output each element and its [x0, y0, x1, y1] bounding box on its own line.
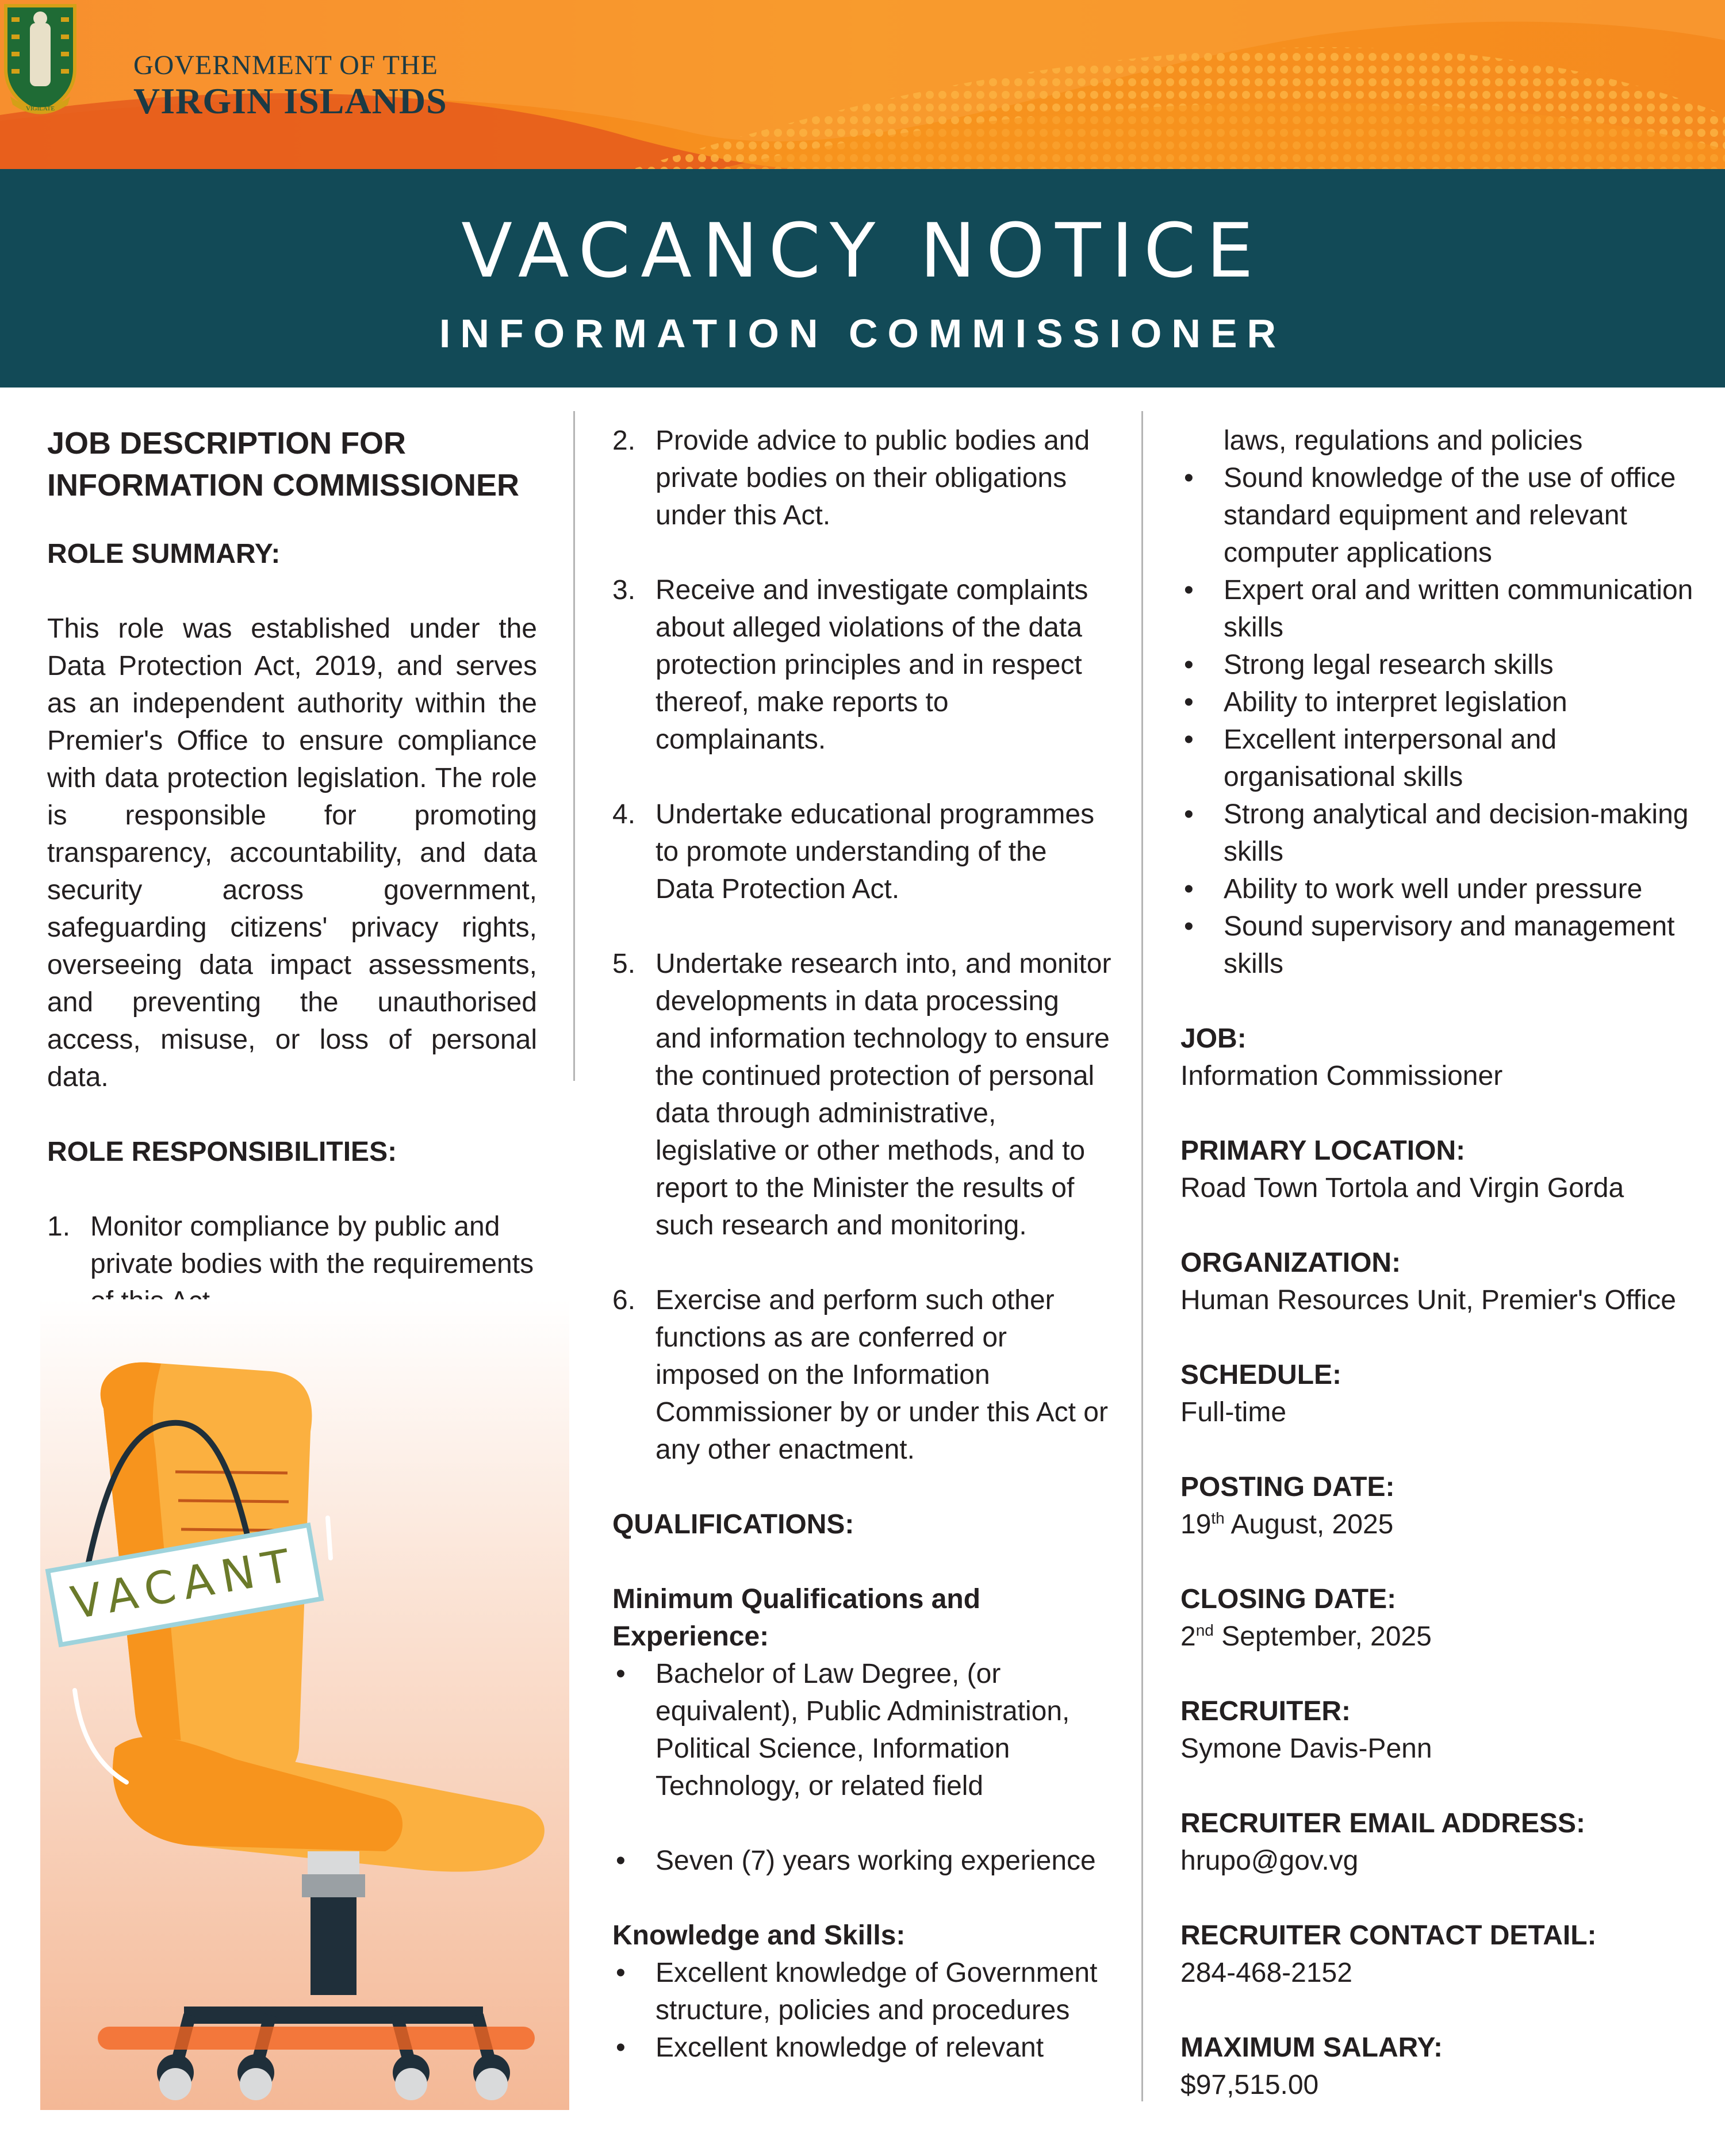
qualifications-heading: QUALIFICATIONS:: [612, 1509, 854, 1540]
skill-item-continued: [1180, 422, 1698, 459]
responsibility-text: Undertake educational programmes to promote understanding of the Data Protection Act.: [656, 799, 1095, 904]
maximum-salary-value: $97,515.00: [1180, 2070, 1319, 2100]
responsibility-item-5: [612, 945, 1113, 1244]
recruiter-contact-label: RECRUITER CONTACT DETAIL:: [1180, 1920, 1597, 1951]
posting-month-year: August, 2025: [1224, 1509, 1394, 1540]
coat-of-arms-crest: [0, 0, 80, 115]
bullet: •: [1184, 575, 1194, 605]
organization-label: ORGANIZATION:: [1180, 1248, 1401, 1278]
job-heading-line-2: INFORMATION COMMISSIONER: [47, 468, 519, 502]
closing-month-year: September, 2025: [1213, 1621, 1432, 1652]
bullet: •: [616, 1659, 626, 1689]
recruiter-label: RECRUITER:: [1180, 1696, 1351, 1727]
role-summary-heading: ROLE SUMMARY:: [47, 539, 281, 569]
posting-date-label: POSTING DATE:: [1180, 1472, 1395, 1502]
responsibility-number: 4.: [612, 799, 636, 830]
schedule-label: SCHEDULE:: [1180, 1360, 1342, 1390]
page-subtitle: INFORMATION COMMISSIONER: [439, 311, 1286, 356]
bullet: •: [1184, 724, 1194, 755]
responsibility-item-2: [612, 422, 1113, 534]
skill-text: laws, regulations and policies: [1224, 425, 1583, 456]
responsibility-number: 3.: [612, 575, 636, 605]
vacant-sign-text: VACANT: [67, 1539, 302, 1630]
recruiter-email-label: RECRUITER EMAIL ADDRESS:: [1180, 1808, 1586, 1839]
bullet: •: [1184, 650, 1194, 680]
maximum-salary-label: MAXIMUM SALARY:: [1180, 2032, 1443, 2063]
responsibility-number: 5.: [612, 949, 636, 979]
responsibility-item-6: [612, 1282, 1113, 1468]
government-line-1: GOVERNMENT OF THE: [133, 50, 438, 80]
recruiter-email-value[interactable]: hrupo@gov.vg: [1180, 1846, 1359, 1876]
qualification-text: Seven (7) years working experience: [656, 1846, 1096, 1876]
role-responsibilities-heading: ROLE RESPONSIBILITIES:: [47, 1137, 397, 1167]
skill-item: [1180, 571, 1698, 646]
responsibility-number: 6.: [612, 1285, 636, 1315]
skill-text: Sound knowledge of the use of office standard equipment and relevant computer applications: [1224, 463, 1676, 568]
bullet: •: [1184, 911, 1194, 942]
schedule-value: Full-time: [1180, 1397, 1287, 1428]
job-value: Information Commissioner: [1180, 1061, 1503, 1091]
government-line-2: VIRGIN ISLANDS: [133, 80, 447, 121]
bullet: •: [1184, 463, 1194, 493]
bullet: •: [1184, 687, 1194, 718]
page-title: VACANCY NOTICE: [461, 207, 1264, 294]
middle-column: [612, 422, 1113, 2066]
government-name: [133, 49, 447, 121]
responsibility-item-3: [612, 571, 1113, 758]
qualification-item: [612, 1655, 1113, 1805]
bullet: •: [616, 1958, 626, 1988]
role-summary-text: This role was established under the Data Protection Act, 2019, and serves as an independent authority within the Premier's Office to ensure compliance with data protection legislation. The role is responsible for promoting transparency, accountability, and data security across government, safeguarding citizens' privacy rights, overseeing data impact assessments, and preventing the unauthorised access, misuse, or loss of personal data.: [47, 613, 537, 1092]
responsibility-number: 2.: [612, 425, 636, 456]
posting-day: 19: [1180, 1509, 1212, 1540]
closing-date-value: [1180, 1618, 1698, 1655]
responsibility-text: Receive and investigate complaints about alleged violations of the data protection principles and in respect thereof, make reports to complainants.: [656, 575, 1088, 755]
skill-item: [1180, 459, 1698, 571]
closing-day-suffix: nd: [1195, 1621, 1214, 1639]
primary-location-label: PRIMARY LOCATION:: [1180, 1135, 1466, 1166]
job-label: JOB:: [1180, 1023, 1247, 1054]
skill-text: Sound supervisory and management skills: [1224, 911, 1675, 979]
skill-item: [1180, 721, 1698, 796]
skill-text: Ability to work well under pressure: [1224, 874, 1643, 904]
recruiter-value: Symone Davis-Penn: [1180, 1733, 1432, 1764]
responsibility-text: Provide advice to public bodies and private bodies on their obligations under this Act.: [656, 425, 1090, 531]
organization-value: Human Resources Unit, Premier's Office: [1180, 1285, 1676, 1315]
skill-item: [1180, 684, 1698, 721]
skill-item: [612, 1954, 1113, 2029]
job-heading-line-1: JOB DESCRIPTION FOR: [47, 426, 407, 461]
bullet: •: [1184, 874, 1194, 904]
skill-text: Strong legal research skills: [1224, 650, 1554, 680]
column-divider-2: [1141, 411, 1143, 2101]
right-column: [1180, 422, 1698, 2104]
orange-banner: [0, 0, 1725, 169]
skill-text: Expert oral and written communication skills: [1224, 575, 1693, 643]
skill-text: Excellent knowledge of relevant: [656, 2032, 1044, 2063]
closing-day: 2: [1180, 1621, 1196, 1652]
minimum-qualifications-heading: Minimum Qualifications and Experience:: [612, 1584, 981, 1652]
skill-item: [1180, 796, 1698, 870]
posting-day-suffix: th: [1211, 1509, 1225, 1527]
skill-text: Excellent interpersonal and organisational skills: [1224, 724, 1557, 792]
skill-item: [1180, 870, 1698, 908]
skill-text: Excellent knowledge of Government structure, policies and procedures: [656, 1958, 1098, 2025]
skill-item: [612, 2029, 1113, 2066]
responsibility-number: 1.: [47, 1211, 71, 1242]
bullet: •: [616, 1846, 626, 1876]
responsibility-item-4: [612, 796, 1113, 908]
qualification-text: Bachelor of Law Degree, (or equivalent), Public Administration, Political Science, Information Technology, or related field: [656, 1659, 1070, 1801]
posting-date-value: [1180, 1506, 1698, 1543]
responsibility-text: Undertake research into, and monitor developments in data processing and information technology to ensure the continued protection of personal data through administrative, legislative or other methods, and to report to the Minister the results of such research and monitoring.: [656, 949, 1111, 1241]
responsibility-text: Exercise and perform such other functions as are conferred or imposed on the Information Commissioner by or under this Act or any other enactment.: [656, 1285, 1108, 1465]
skill-item: [1180, 908, 1698, 983]
responsibility-text: Monitor compliance by public and private bodies with the requirements: [90, 1211, 534, 1279]
bullet: •: [616, 2032, 626, 2063]
skill-text: Strong analytical and decision-making skills: [1224, 799, 1689, 867]
recruiter-contact-value: 284-468-2152: [1180, 1958, 1352, 1988]
bullet: •: [1184, 799, 1194, 830]
closing-date-label: CLOSING DATE:: [1180, 1584, 1397, 1614]
skill-item: [1180, 646, 1698, 684]
primary-location-value: Road Town Tortola and Virgin Gorda: [1180, 1173, 1624, 1203]
left-column: [47, 423, 537, 1320]
crest-motto: VIGILATE: [25, 105, 55, 112]
knowledge-skills-heading: Knowledge and Skills:: [612, 1920, 906, 1951]
vacant-chair-illustration: [40, 1299, 569, 2110]
column-divider-1: [573, 411, 575, 1081]
skill-text: Ability to interpret legislation: [1224, 687, 1567, 718]
qualification-item: [612, 1842, 1113, 1879]
